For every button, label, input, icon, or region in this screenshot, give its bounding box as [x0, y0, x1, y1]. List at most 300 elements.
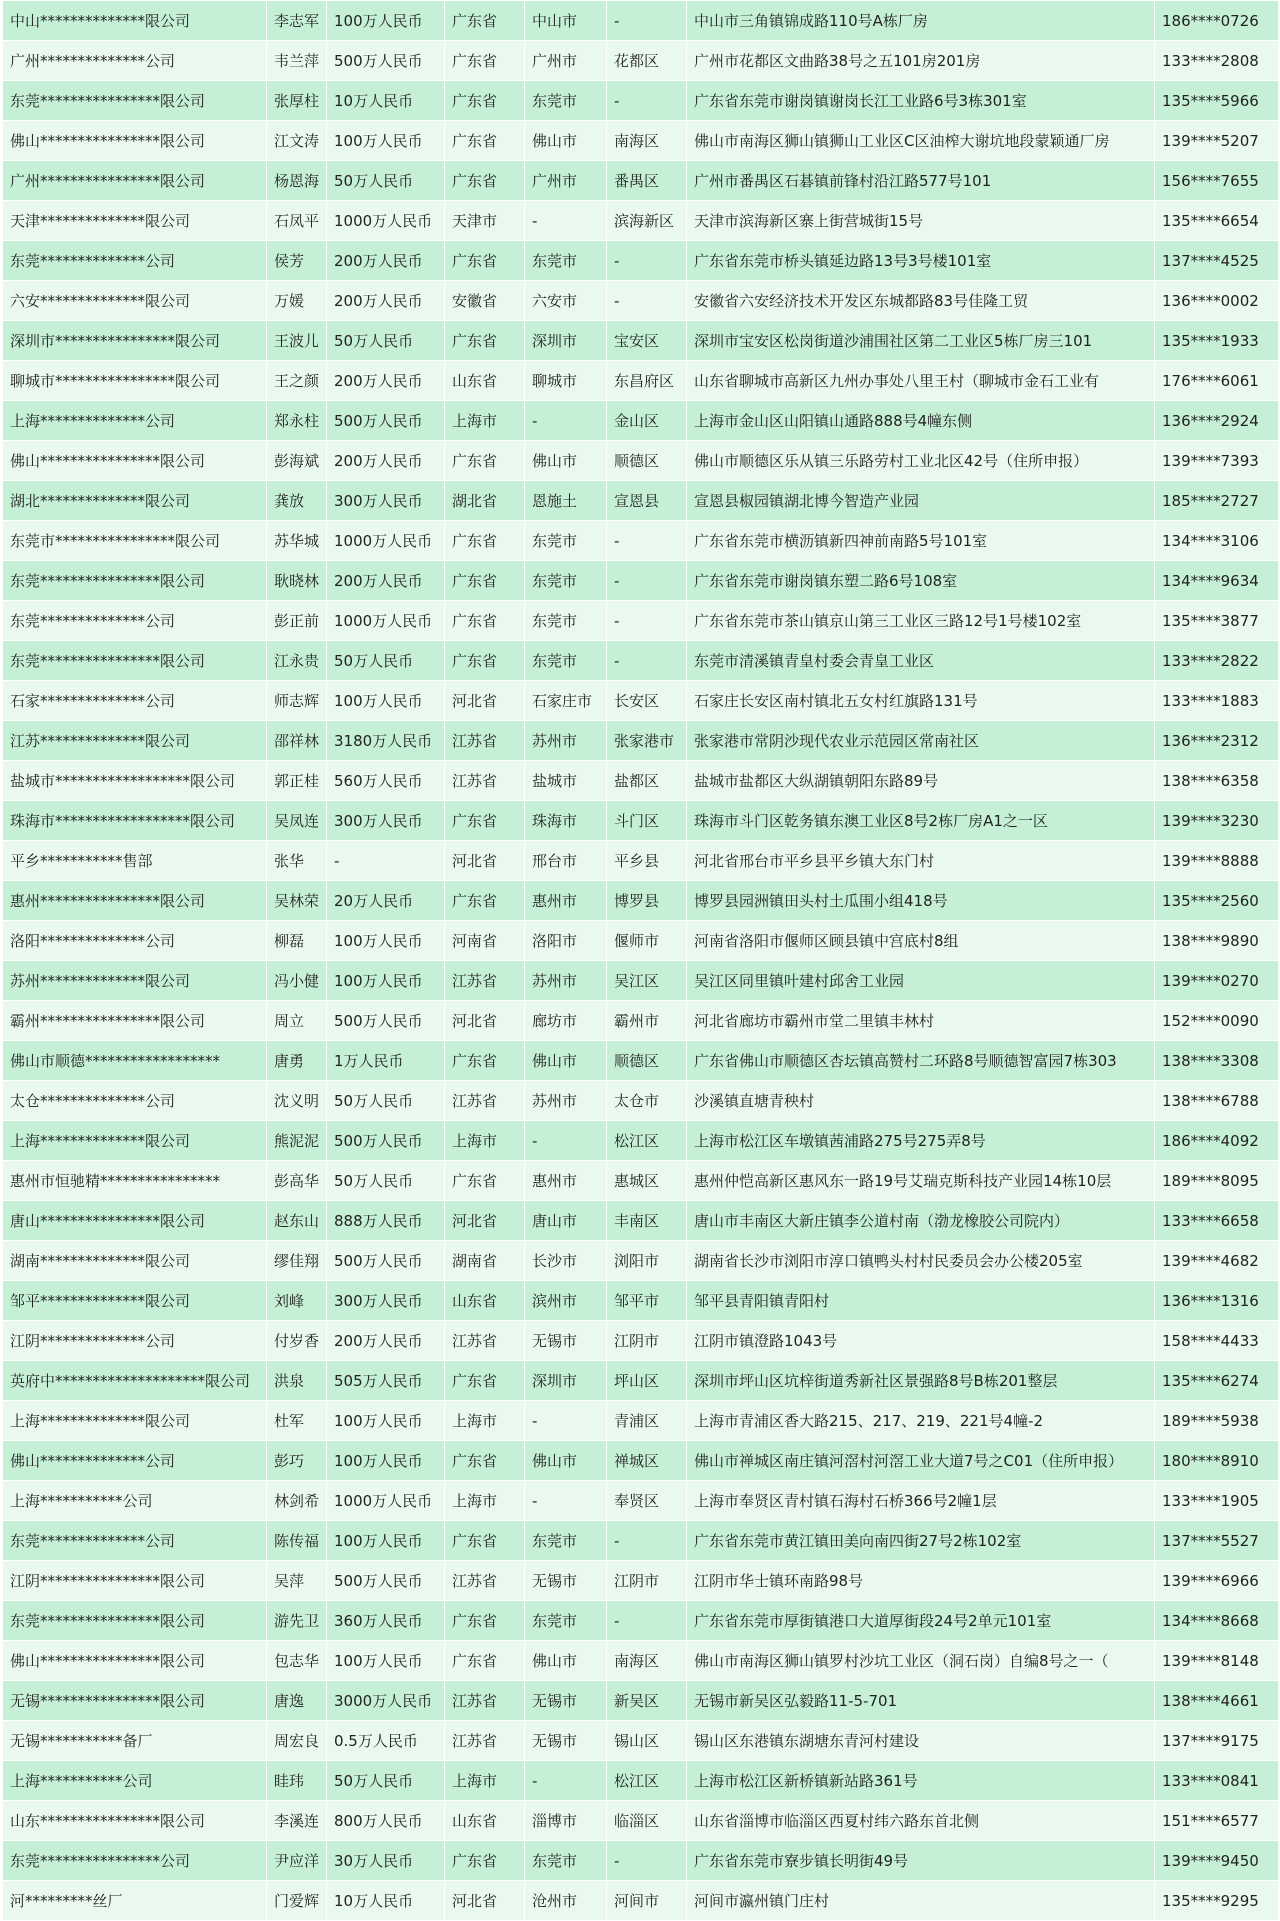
- province-cell: 山东省: [445, 361, 525, 401]
- table-row: [3, 1641, 1279, 1681]
- province-cell: 上海市: [445, 401, 525, 441]
- district-cell: 河间市: [607, 1881, 687, 1921]
- city-cell: 邢台市: [525, 841, 607, 881]
- contact-person-cell: 唐勇: [267, 1041, 327, 1081]
- table-row: [3, 1041, 1279, 1081]
- province-cell: 上海市: [445, 1401, 525, 1441]
- registered-capital-cell: 10万人民币: [327, 81, 445, 121]
- contact-person-cell: 吴林荣: [267, 881, 327, 921]
- table-row: [3, 1321, 1279, 1361]
- city-cell: 东莞市: [525, 1841, 607, 1881]
- table-row: [3, 841, 1279, 881]
- city-cell: 佛山市: [525, 1041, 607, 1081]
- contact-person-cell: 耿晓林: [267, 561, 327, 601]
- company-name-cell: 盐城市******************限公司: [3, 761, 267, 801]
- company-name-cell: 上海**************限公司: [3, 1121, 267, 1161]
- phone-cell: 138****9890: [1155, 921, 1279, 961]
- address-cell: 广州市花都区文曲路38号之五101房201房: [687, 41, 1155, 81]
- contact-person-cell: 林剑希: [267, 1481, 327, 1521]
- company-name-cell: 平乡***********售部: [3, 841, 267, 881]
- phone-cell: 134****3106: [1155, 521, 1279, 561]
- province-cell: 广东省: [445, 881, 525, 921]
- table-row: [3, 641, 1279, 681]
- company-name-cell: 东莞****************限公司: [3, 561, 267, 601]
- table-row: [3, 1161, 1279, 1201]
- district-cell: 斗门区: [607, 801, 687, 841]
- contact-person-cell: 吴萍: [267, 1561, 327, 1601]
- address-cell: 东莞市清溪镇青皇村委会青皇工业区: [687, 641, 1155, 681]
- table-row: [3, 401, 1279, 441]
- city-cell: 中山市: [525, 1, 607, 41]
- contact-person-cell: 龚放: [267, 481, 327, 521]
- city-cell: -: [525, 201, 607, 241]
- address-cell: 上海市金山区山阳镇山通路888号4幢东侧: [687, 401, 1155, 441]
- city-cell: 石家庄市: [525, 681, 607, 721]
- province-cell: 广东省: [445, 1641, 525, 1681]
- address-cell: 天津市滨海新区寨上街营城街15号: [687, 201, 1155, 241]
- province-cell: 天津市: [445, 201, 525, 241]
- phone-cell: 151****6577: [1155, 1801, 1279, 1841]
- address-cell: 广东省东莞市桥头镇延边路13号3号楼101室: [687, 241, 1155, 281]
- address-cell: 深圳市宝安区松岗街道沙浦围社区第二工业区5栋厂房三101: [687, 321, 1155, 361]
- contact-person-cell: 邵祥林: [267, 721, 327, 761]
- contact-person-cell: 刘峰: [267, 1281, 327, 1321]
- phone-cell: 138****3308: [1155, 1041, 1279, 1081]
- city-cell: 苏州市: [525, 1081, 607, 1121]
- registered-capital-cell: 100万人民币: [327, 1401, 445, 1441]
- province-cell: 广东省: [445, 1441, 525, 1481]
- district-cell: 博罗县: [607, 881, 687, 921]
- company-name-cell: 无锡****************限公司: [3, 1681, 267, 1721]
- phone-cell: 138****6788: [1155, 1081, 1279, 1121]
- city-cell: 广州市: [525, 41, 607, 81]
- contact-person-cell: 郭正桂: [267, 761, 327, 801]
- table-row: [3, 241, 1279, 281]
- province-cell: 河北省: [445, 1001, 525, 1041]
- address-cell: 山东省淄博市临淄区西夏村纬六路东首北侧: [687, 1801, 1155, 1841]
- address-cell: 中山市三角镇锦成路110号A栋厂房: [687, 1, 1155, 41]
- city-cell: 东莞市: [525, 601, 607, 641]
- company-name-cell: 佛山****************限公司: [3, 441, 267, 481]
- province-cell: 江苏省: [445, 1081, 525, 1121]
- province-cell: 河北省: [445, 1881, 525, 1921]
- company-name-cell: 上海***********公司: [3, 1481, 267, 1521]
- contact-person-cell: 王波儿: [267, 321, 327, 361]
- address-cell: 河北省邢台市平乡县平乡镇大东门村: [687, 841, 1155, 881]
- district-cell: -: [607, 1521, 687, 1561]
- district-cell: -: [607, 641, 687, 681]
- registered-capital-cell: 1000万人民币: [327, 521, 445, 561]
- city-cell: 东莞市: [525, 241, 607, 281]
- company-name-cell: 广州**************公司: [3, 41, 267, 81]
- table-row: [3, 1561, 1279, 1601]
- district-cell: 松江区: [607, 1121, 687, 1161]
- address-cell: 佛山市禅城区南庄镇河滘村河滘工业大道7号之C01（住所申报）: [687, 1441, 1155, 1481]
- phone-cell: 138****6358: [1155, 761, 1279, 801]
- address-cell: 江阴市镇澄路1043号: [687, 1321, 1155, 1361]
- registered-capital-cell: 100万人民币: [327, 1, 445, 41]
- city-cell: 东莞市: [525, 521, 607, 561]
- phone-cell: 186****0726: [1155, 1, 1279, 41]
- company-name-cell: 英府中********************限公司: [3, 1361, 267, 1401]
- province-cell: 广东省: [445, 1161, 525, 1201]
- phone-cell: 134****9634: [1155, 561, 1279, 601]
- company-name-cell: 东莞****************限公司: [3, 641, 267, 681]
- table-row: [3, 201, 1279, 241]
- province-cell: 广东省: [445, 41, 525, 81]
- company-name-cell: 聊城市****************限公司: [3, 361, 267, 401]
- contact-person-cell: 周宏良: [267, 1721, 327, 1761]
- province-cell: 江苏省: [445, 761, 525, 801]
- address-cell: 吴江区同里镇叶建村邱舍工业园: [687, 961, 1155, 1001]
- address-cell: 广东省东莞市茶山镇京山第三工业区三路12号1号楼102室: [687, 601, 1155, 641]
- phone-cell: 136****2924: [1155, 401, 1279, 441]
- contact-person-cell: 沈义明: [267, 1081, 327, 1121]
- province-cell: 安徽省: [445, 281, 525, 321]
- contact-person-cell: 陈传福: [267, 1521, 327, 1561]
- table-row: [3, 1201, 1279, 1241]
- registered-capital-cell: 100万人民币: [327, 1521, 445, 1561]
- city-cell: 佛山市: [525, 1441, 607, 1481]
- district-cell: 滨海新区: [607, 201, 687, 241]
- company-name-cell: 太仓**************公司: [3, 1081, 267, 1121]
- company-name-cell: 佛山****************限公司: [3, 1641, 267, 1681]
- address-cell: 沙溪镇直塘青秧村: [687, 1081, 1155, 1121]
- table-row: [3, 1361, 1279, 1401]
- address-cell: 上海市奉贤区青村镇石海村石桥366号2幢1层: [687, 1481, 1155, 1521]
- district-cell: -: [607, 521, 687, 561]
- registered-capital-cell: 1000万人民币: [327, 201, 445, 241]
- province-cell: 山东省: [445, 1801, 525, 1841]
- address-cell: 佛山市南海区狮山镇罗村沙坑工业区（洞石岗）自编8号之一（: [687, 1641, 1155, 1681]
- table-row: [3, 1481, 1279, 1521]
- registered-capital-cell: 200万人民币: [327, 1321, 445, 1361]
- district-cell: -: [607, 241, 687, 281]
- city-cell: 东莞市: [525, 1521, 607, 1561]
- district-cell: 坪山区: [607, 1361, 687, 1401]
- table-row: [3, 801, 1279, 841]
- company-name-cell: 中山**************限公司: [3, 1, 267, 41]
- address-cell: 广东省东莞市寮步镇长明街49号: [687, 1841, 1155, 1881]
- company-name-cell: 江阴**************公司: [3, 1321, 267, 1361]
- phone-cell: 138****4661: [1155, 1681, 1279, 1721]
- registered-capital-cell: 50万人民币: [327, 161, 445, 201]
- company-name-cell: 河*********丝厂: [3, 1881, 267, 1921]
- province-cell: 广东省: [445, 321, 525, 361]
- district-cell: 南海区: [607, 121, 687, 161]
- contact-person-cell: 柳磊: [267, 921, 327, 961]
- table-row: [3, 1, 1279, 41]
- table-row: [3, 81, 1279, 121]
- address-cell: 惠州仲恺高新区惠风东一路19号艾瑞克斯科技产业园14栋10层: [687, 1161, 1155, 1201]
- contact-person-cell: 彭高华: [267, 1161, 327, 1201]
- address-cell: 广东省东莞市厚街镇港口大道厚街段24号2单元101室: [687, 1601, 1155, 1641]
- contact-person-cell: 师志辉: [267, 681, 327, 721]
- phone-cell: 137****9175: [1155, 1721, 1279, 1761]
- phone-cell: 136****2312: [1155, 721, 1279, 761]
- city-cell: 无锡市: [525, 1681, 607, 1721]
- province-cell: 广东省: [445, 161, 525, 201]
- contact-person-cell: 江文涛: [267, 121, 327, 161]
- registered-capital-cell: 505万人民币: [327, 1361, 445, 1401]
- city-cell: -: [525, 1121, 607, 1161]
- table-row: [3, 1881, 1279, 1921]
- contact-person-cell: 郑永柱: [267, 401, 327, 441]
- registered-capital-cell: 200万人民币: [327, 561, 445, 601]
- contact-person-cell: 侯芳: [267, 241, 327, 281]
- table-row: [3, 681, 1279, 721]
- address-cell: 广东省东莞市黄江镇田美向南四街27号2栋102室: [687, 1521, 1155, 1561]
- district-cell: -: [607, 281, 687, 321]
- phone-cell: 137****4525: [1155, 241, 1279, 281]
- registered-capital-cell: 500万人民币: [327, 1241, 445, 1281]
- contact-person-cell: 苏华城: [267, 521, 327, 561]
- city-cell: -: [525, 1481, 607, 1521]
- city-cell: 东莞市: [525, 81, 607, 121]
- district-cell: -: [607, 601, 687, 641]
- city-cell: 佛山市: [525, 441, 607, 481]
- province-cell: 广东省: [445, 121, 525, 161]
- registered-capital-cell: 200万人民币: [327, 441, 445, 481]
- contact-person-cell: 赵东山: [267, 1201, 327, 1241]
- table-row: [3, 1841, 1279, 1881]
- registered-capital-cell: 300万人民币: [327, 1281, 445, 1321]
- contact-person-cell: 付岁香: [267, 1321, 327, 1361]
- district-cell: 金山区: [607, 401, 687, 441]
- province-cell: 上海市: [445, 1481, 525, 1521]
- city-cell: -: [525, 1401, 607, 1441]
- address-cell: 湖南省长沙市浏阳市淳口镇鸭头村村民委员会办公楼205室: [687, 1241, 1155, 1281]
- company-name-cell: 江苏**************限公司: [3, 721, 267, 761]
- phone-cell: 134****8668: [1155, 1601, 1279, 1641]
- province-cell: 广东省: [445, 1041, 525, 1081]
- district-cell: 锡山区: [607, 1721, 687, 1761]
- table-row: [3, 921, 1279, 961]
- address-cell: 安徽省六安经济技术开发区东城都路83号佳隆工贸: [687, 281, 1155, 321]
- registered-capital-cell: 100万人民币: [327, 961, 445, 1001]
- phone-cell: 133****0841: [1155, 1761, 1279, 1801]
- phone-cell: 180****8910: [1155, 1441, 1279, 1481]
- company-name-cell: 石家**************公司: [3, 681, 267, 721]
- registered-capital-cell: 50万人民币: [327, 1081, 445, 1121]
- contact-person-cell: 张华: [267, 841, 327, 881]
- registered-capital-cell: 300万人民币: [327, 801, 445, 841]
- address-cell: 无锡市新吴区弘毅路11-5-701: [687, 1681, 1155, 1721]
- city-cell: 六安市: [525, 281, 607, 321]
- address-cell: 广东省佛山市顺德区杏坛镇高赞村二环路8号顺德智富园7栋303: [687, 1041, 1155, 1081]
- company-name-cell: 佛山市顺德******************: [3, 1041, 267, 1081]
- province-cell: 江苏省: [445, 721, 525, 761]
- phone-cell: 139****8888: [1155, 841, 1279, 881]
- registered-capital-cell: 1万人民币: [327, 1041, 445, 1081]
- city-cell: 惠州市: [525, 881, 607, 921]
- address-cell: 张家港市常阴沙现代农业示范园区常南社区: [687, 721, 1155, 761]
- district-cell: 江阴市: [607, 1561, 687, 1601]
- phone-cell: 139****3230: [1155, 801, 1279, 841]
- city-cell: 长沙市: [525, 1241, 607, 1281]
- company-name-cell: 东莞市****************限公司: [3, 521, 267, 561]
- registered-capital-cell: 100万人民币: [327, 121, 445, 161]
- city-cell: 聊城市: [525, 361, 607, 401]
- province-cell: 广东省: [445, 641, 525, 681]
- district-cell: 花都区: [607, 41, 687, 81]
- company-name-cell: 东莞**************公司: [3, 1521, 267, 1561]
- address-cell: 河南省洛阳市偃师区顾县镇中宫底村8组: [687, 921, 1155, 961]
- phone-cell: 133****2822: [1155, 641, 1279, 681]
- phone-cell: 139****9450: [1155, 1841, 1279, 1881]
- province-cell: 广东省: [445, 1841, 525, 1881]
- phone-cell: 135****3877: [1155, 601, 1279, 641]
- province-cell: 广东省: [445, 441, 525, 481]
- table-row: [3, 41, 1279, 81]
- contact-person-cell: 周立: [267, 1001, 327, 1041]
- district-cell: 长安区: [607, 681, 687, 721]
- district-cell: 江阴市: [607, 1321, 687, 1361]
- phone-cell: 135****5966: [1155, 81, 1279, 121]
- district-cell: 南海区: [607, 1641, 687, 1681]
- contact-person-cell: 张厚柱: [267, 81, 327, 121]
- table-row: [3, 521, 1279, 561]
- table-row: [3, 1441, 1279, 1481]
- address-cell: 宣恩县椒园镇湖北博今智造产业园: [687, 481, 1155, 521]
- province-cell: 广东省: [445, 1, 525, 41]
- registered-capital-cell: 0.5万人民币: [327, 1721, 445, 1761]
- contact-person-cell: 韦兰萍: [267, 41, 327, 81]
- address-cell: 石家庄长安区南村镇北五女村红旗路131号: [687, 681, 1155, 721]
- registered-capital-cell: 500万人民币: [327, 1121, 445, 1161]
- address-cell: 上海市松江区车墩镇茜浦路275号275弄8号: [687, 1121, 1155, 1161]
- table-row: [3, 361, 1279, 401]
- table-row: [3, 1521, 1279, 1561]
- province-cell: 广东省: [445, 561, 525, 601]
- table-row: [3, 1801, 1279, 1841]
- address-cell: 深圳市坪山区坑梓街道秀新社区景强路8号B栋201整层: [687, 1361, 1155, 1401]
- registered-capital-cell: 100万人民币: [327, 1441, 445, 1481]
- contact-person-cell: 彭正前: [267, 601, 327, 641]
- address-cell: 锡山区东港镇东湖塘东青河村建设: [687, 1721, 1155, 1761]
- phone-cell: 133****1883: [1155, 681, 1279, 721]
- table-row: [3, 1081, 1279, 1121]
- province-cell: 广东省: [445, 601, 525, 641]
- city-cell: -: [525, 401, 607, 441]
- phone-cell: 139****6966: [1155, 1561, 1279, 1601]
- contact-person-cell: 彭巧: [267, 1441, 327, 1481]
- contact-person-cell: 缪佳翔: [267, 1241, 327, 1281]
- phone-cell: 152****0090: [1155, 1001, 1279, 1041]
- address-cell: 博罗县园洲镇田头村土瓜围小组418号: [687, 881, 1155, 921]
- company-name-cell: 佛山**************公司: [3, 1441, 267, 1481]
- province-cell: 河南省: [445, 921, 525, 961]
- province-cell: 广东省: [445, 521, 525, 561]
- address-cell: 广东省东莞市谢岗镇谢岗长江工业路6号3栋301室: [687, 81, 1155, 121]
- registered-capital-cell: 50万人民币: [327, 321, 445, 361]
- contact-person-cell: 熊泥泥: [267, 1121, 327, 1161]
- contact-person-cell: 江永贵: [267, 641, 327, 681]
- company-name-cell: 惠州市恒驰精****************: [3, 1161, 267, 1201]
- registered-capital-cell: 3000万人民币: [327, 1681, 445, 1721]
- address-cell: 广东省东莞市横沥镇新四神前南路5号101室: [687, 521, 1155, 561]
- company-name-cell: 上海**************限公司: [3, 1401, 267, 1441]
- district-cell: 平乡县: [607, 841, 687, 881]
- company-name-cell: 湖南**************限公司: [3, 1241, 267, 1281]
- table-row: [3, 961, 1279, 1001]
- contact-person-cell: 游先卫: [267, 1601, 327, 1641]
- province-cell: 广东省: [445, 1361, 525, 1401]
- province-cell: 江苏省: [445, 1321, 525, 1361]
- registered-capital-cell: 10万人民币: [327, 1881, 445, 1921]
- contact-person-cell: 唐逸: [267, 1681, 327, 1721]
- district-cell: 霸州市: [607, 1001, 687, 1041]
- company-name-cell: 东莞**************公司: [3, 241, 267, 281]
- district-cell: -: [607, 1841, 687, 1881]
- district-cell: 吴江区: [607, 961, 687, 1001]
- phone-cell: 133****2808: [1155, 41, 1279, 81]
- province-cell: 河北省: [445, 681, 525, 721]
- registered-capital-cell: 200万人民币: [327, 361, 445, 401]
- phone-cell: 133****6658: [1155, 1201, 1279, 1241]
- contact-person-cell: 杨恩海: [267, 161, 327, 201]
- province-cell: 湖北省: [445, 481, 525, 521]
- province-cell: 江苏省: [445, 1561, 525, 1601]
- registered-capital-cell: 3180万人民币: [327, 721, 445, 761]
- city-cell: 苏州市: [525, 961, 607, 1001]
- company-name-cell: 上海**************公司: [3, 401, 267, 441]
- registered-capital-cell: 50万人民币: [327, 1761, 445, 1801]
- registered-capital-cell: 500万人民币: [327, 1001, 445, 1041]
- company-name-cell: 霸州****************限公司: [3, 1001, 267, 1041]
- phone-cell: 133****1905: [1155, 1481, 1279, 1521]
- district-cell: 番禺区: [607, 161, 687, 201]
- province-cell: 广东省: [445, 81, 525, 121]
- address-cell: 邹平县青阳镇青阳村: [687, 1281, 1155, 1321]
- registered-capital-cell: 800万人民币: [327, 1801, 445, 1841]
- city-cell: 佛山市: [525, 121, 607, 161]
- city-cell: -: [525, 1761, 607, 1801]
- contact-person-cell: 门爱辉: [267, 1881, 327, 1921]
- contact-person-cell: 石凤平: [267, 201, 327, 241]
- city-cell: 珠海市: [525, 801, 607, 841]
- city-cell: 洛阳市: [525, 921, 607, 961]
- province-cell: 广东省: [445, 801, 525, 841]
- phone-cell: 139****4682: [1155, 1241, 1279, 1281]
- company-name-cell: 洛阳**************公司: [3, 921, 267, 961]
- phone-cell: 135****2560: [1155, 881, 1279, 921]
- table-row: [3, 161, 1279, 201]
- district-cell: -: [607, 1, 687, 41]
- phone-cell: 137****5527: [1155, 1521, 1279, 1561]
- contact-person-cell: 彭海斌: [267, 441, 327, 481]
- district-cell: 新吴区: [607, 1681, 687, 1721]
- city-cell: 盐城市: [525, 761, 607, 801]
- company-name-cell: 东莞****************限公司: [3, 81, 267, 121]
- registered-capital-cell: 200万人民币: [327, 241, 445, 281]
- city-cell: 广州市: [525, 161, 607, 201]
- city-cell: 惠州市: [525, 1161, 607, 1201]
- registered-capital-cell: 360万人民币: [327, 1601, 445, 1641]
- registered-capital-cell: 500万人民币: [327, 1561, 445, 1601]
- table-row: [3, 481, 1279, 521]
- city-cell: 滨州市: [525, 1281, 607, 1321]
- phone-cell: 136****1316: [1155, 1281, 1279, 1321]
- province-cell: 广东省: [445, 241, 525, 281]
- contact-person-cell: 尹应洋: [267, 1841, 327, 1881]
- province-cell: 江苏省: [445, 1681, 525, 1721]
- phone-cell: 135****1933: [1155, 321, 1279, 361]
- district-cell: 太仓市: [607, 1081, 687, 1121]
- table-row: [3, 1001, 1279, 1041]
- registered-capital-cell: 100万人民币: [327, 921, 445, 961]
- company-name-cell: 佛山****************限公司: [3, 121, 267, 161]
